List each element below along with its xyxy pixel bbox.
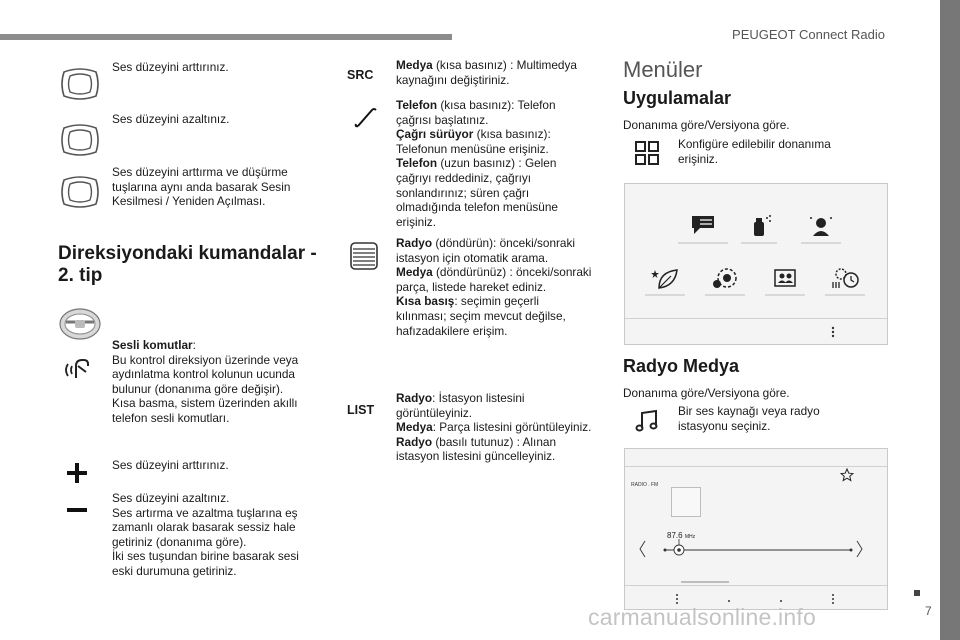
list-bold-1: Radyo [396,391,433,405]
wheel-bold-2: Medya [396,265,433,280]
list-desc-2: : Parça listesini görüntüleyiniz. [432,420,592,435]
page-indicator [681,581,729,583]
radio-screen [624,448,888,610]
wheel-desc-3: : seçimin geçerli kılınması; seçim mevcut değilse, hafızadakilere erişim. [396,294,566,338]
src-bold: Medya [396,58,433,72]
mute-text: Ses düzeyini arttırma ve düşürme tuşlarına aynı anda basarak Sesin Kesilmesi / Yeniden Açılması. [112,165,291,209]
list-desc-1: : İstasyon listesini görüntüleyiniz. [396,391,525,420]
page-header-title: PEUGEOT Connect Radio [732,27,885,42]
eco-tile-icon[interactable] [645,264,685,296]
wheel-bold-3: Kısa basış [396,294,455,309]
steering-control-icon [58,118,102,162]
radio-media-title: Radyo Medya [623,356,740,376]
prev-station-icon [640,541,645,557]
phone-bold-2: Çağrı sürüyor [396,127,474,142]
person-tile-icon[interactable] [801,212,841,244]
phone-desc-1: (kısa basınız): Telefon çağrısı başlatınız. [396,98,556,127]
list-bold-2: Medya [396,420,433,435]
phone-bold-3: Telefon [396,156,438,171]
steering-wheel-icon [58,306,102,342]
voice-command-icon [62,352,98,382]
minus-text: Ses düzeyini azaltınız. Ses artırma ve azaltma tuşlarına eş zamanlı olarak basarak sessiz hale getiriniz (donanıma göre). İki ses tuşundan birine basarak sesi eski durumuna getiriniz. [112,491,299,578]
volume-down-text: Ses düzeyini azaltınız. [112,112,230,126]
next-station-icon [857,541,862,557]
settings-tile-icon[interactable] [705,264,745,296]
src-label: SRC [347,68,374,82]
phone-desc-2: (kısa basınız): Telefonun menüsüne erişiniz. [396,127,551,156]
phone-text [396,98,558,229]
steering-control-icon [58,62,102,106]
page-number: 7 [925,604,932,618]
list-text [396,391,591,464]
plus-icon [66,462,88,484]
wheel-desc-2: (döndürünüz) : önceki/sonraki parça, listede hareket ediniz. [396,265,592,294]
list-bold-3: Radyo [396,434,433,449]
thumbwheel-icon [348,240,380,272]
src-desc: (kısa basınız) : Multimedya kaynağını değiştiriniz. [396,58,577,87]
minus-icon [66,506,88,514]
frequency-slider[interactable] [637,537,877,561]
screen-footer-divider [625,585,887,586]
watermark: carmanualsonline.info [588,604,816,630]
section-title-steering-type2: Direksiyondaki kumandalar - 2. tip [58,243,317,286]
wheel-text [396,236,591,338]
radio-band-label: RADIO . FM [631,482,659,488]
apps-title: Uygulamalar [623,88,732,108]
section-bullet [914,590,920,596]
wheel-desc-1: (döndürün): önceki/sonraki istasyon için otomatik arama. [396,236,576,265]
screen-divider [625,318,887,319]
climate-timer-tile-icon[interactable] [825,264,865,296]
station-artwork [671,487,701,517]
steering-control-icon [58,170,102,214]
radio-desc: Bir ses kaynağı veya radyo istasyonu seçiniz. [678,404,820,433]
plus-text: Ses düzeyini arttırınız. [112,458,229,472]
list-desc-3: (basılı tutunuz) : Alınan istasyon listesini güncelleyiniz. [396,434,556,464]
radio-intro: Donanıma göre/Versiyona göre. [623,386,790,400]
menus-title: Menüler [623,57,703,82]
music-note-icon [634,408,660,434]
screen-header-divider [625,466,887,467]
header-rule [0,34,452,40]
phone-icon [352,104,378,130]
voice-command-desc: : Bu kontrol direksiyon üzerinde veya aydınlatma kontrol kolunun ucunda bulunur (donanıma göre değişir). Kısa basma, sistem üzerinden akıllı telefon sesli komutları. [112,338,299,425]
apps-desc: Konfigüre edilebilir donanıma erişiniz. [678,137,831,166]
page-edge-strip [940,0,960,640]
list-label: LIST [347,403,375,417]
favorite-star-icon[interactable] [840,468,854,482]
wheel-bold-1: Radyo [396,236,433,250]
phone-desc-3: (uzun basınız) : Gelen çağrıyı reddediniz, çağrıyı sonlandırınız; süren çağrı olmadığında telefon menüsüne erişiniz. [396,156,558,229]
more-options-icon[interactable] [831,326,835,338]
frequency-value: 87.6 [667,531,683,540]
src-text [396,58,577,87]
apps-grid-icon [634,140,660,166]
volume-up-text: Ses düzeyini arttırınız. [112,60,229,74]
apps-tile-icon[interactable] [678,212,728,244]
voice-command-label: Sesli komutlar [112,338,193,352]
apps-screen [624,183,888,345]
contacts-tile-icon[interactable] [765,264,805,296]
spray-tile-icon[interactable] [741,212,777,244]
frequency-unit: MHz [684,534,696,540]
apps-intro: Donanıma göre/Versiyona göre. [623,118,790,132]
voice-command-text [112,338,298,426]
phone-bold-1: Telefon [396,98,438,112]
